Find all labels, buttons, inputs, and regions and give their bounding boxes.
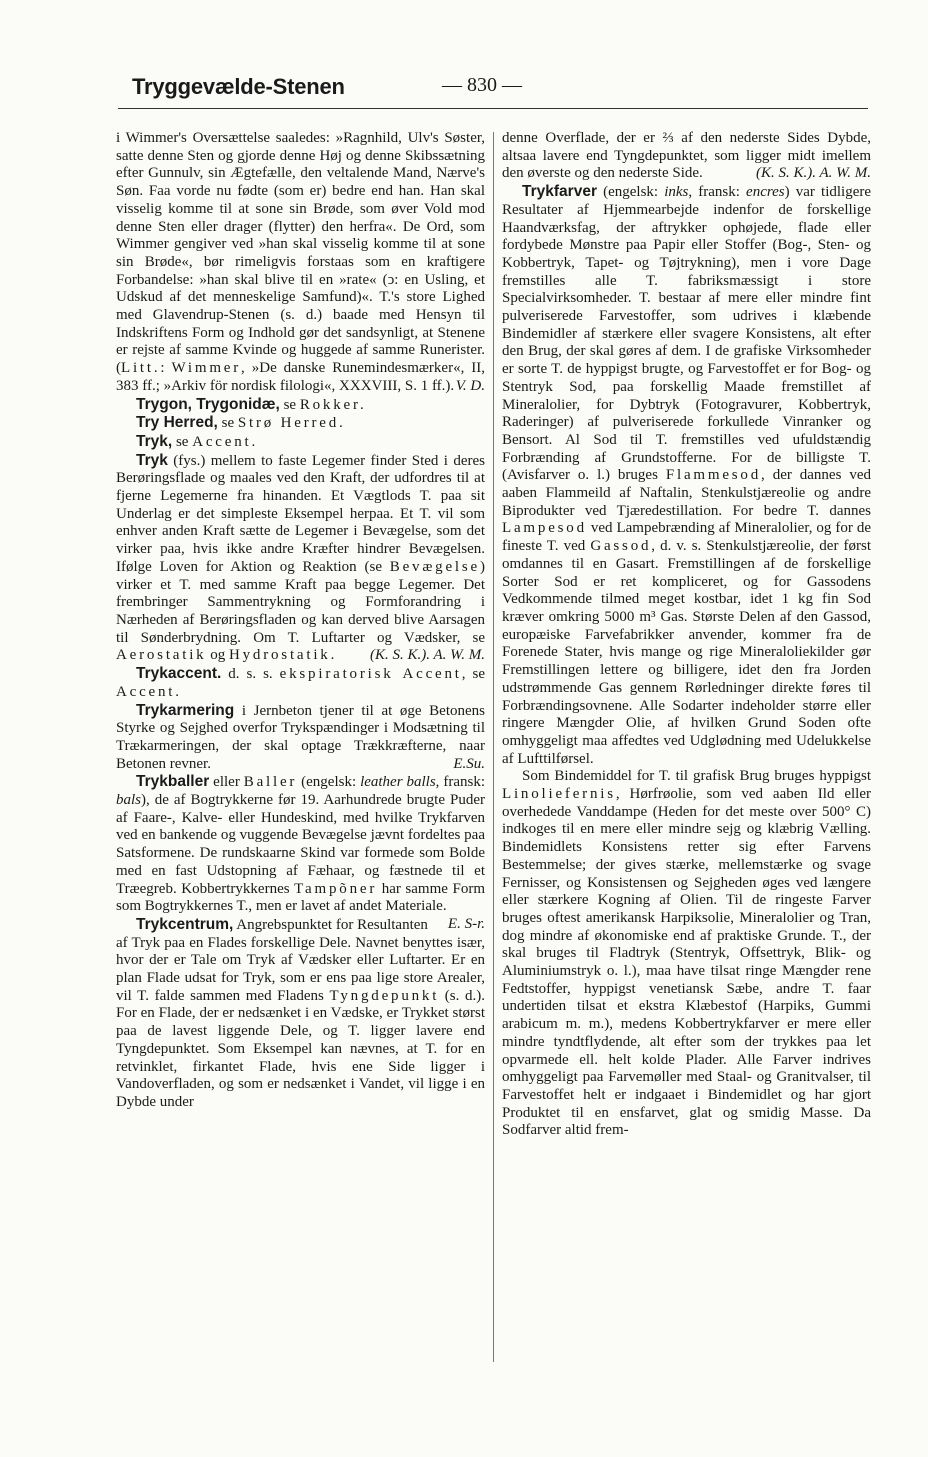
cross-reference: Rokker. (299, 396, 367, 413)
running-title: Tryggevælde-Stenen (132, 74, 345, 99)
entry-tryggevaelde-continued: i Wimmer's Oversættelse saaledes: »Ragnhild, Ulv's Søster, satte denne Sten og gjorde denne Høj og denne Skibssætning efter Gunnulv, sin Ægtefælle, den veltalende Mand, Nærve's Søn. Faa vorde nu fødte (som er) bedre end han. Han skal visselig komme til at sone sin Brøde, som øver Vold mod denne Sten eller drager (flytter) den herfra«. De Ord, som Wimmer gengiver ved »han skal visselig komme til at sone sin Brøde«, bør rimeligvis forstaas som en kraftigere Forbandelse: »han skal blive til en »rate« (ↄ: en Usling, et Udskud af det menneskelige Samfund)«. T.'s store Lighed med Glavendrup-Stenen (s. d.) baade med Hensyn til Indskriftens Form og Indhold gør det sandsynligt, at Stenene er rejste af samme Kvinde og huggede af samme Runerister. (Litt.: Wimmer, »De danske Runemindesmærker«, II, 383 ff.; »Arkiv för nordisk filologi«, XXXVIII, S. 1 ff.). V. D. (116, 130, 485, 394)
headword: Trykaccent. (136, 665, 222, 683)
signature: (K. S. K.). A. W. M. (369, 647, 485, 664)
right-column (502, 130, 871, 1140)
signature: E. S-r. (447, 915, 485, 932)
headword: Tryk, (136, 432, 173, 450)
signature: (K. S. K.). A. W. M. (755, 165, 871, 182)
entry-trykarmering: Trykarmering i Jernbeton tjener til at øge Betonens Styrke og Sejghed overfor Trykspændinger i Modsætning til Trækarmeringen, der skal optage Trækkræfterne, naar Betonen revner. E.Su. (116, 701, 485, 772)
entry-trykcentrum: Trykcentrum, Angrebspunktet for Resultanten af Tryk paa en Flades forskellige Dele. Navnet benyttes især, hvor der er Tale om Tryk af Vædsker eller Luftarter. Er en plan Flade udsat for Tryk, som er ens paa lige store Arealer, vil T. falde sammen med Fladens Tyngdepunkt (s. d.). For en Flade, der er nedsænket i en Vædske, er Trykket størst paa de lavest liggende Dele, og T. ligger lavere end Tyngdepunktet. Som Eksempel kan nævnes, at T. for en retvinklet, firkantet Flade, hvis ene Side ligger i Vandoverfladen, og som er nedsænket i Vandet, vil ligge i en Dybde under (116, 915, 485, 1110)
entry-tryk-see: Tryk, se Accent. (136, 432, 259, 450)
entry-trykfarver: Trykfarver (engelsk: inks, fransk: encres) var tidligere Resultater af Hjemmearbejde indenfor de forskellige Haandværksfag, der aftrykker ophøjede, flade eller fordybede Mønstre paa Papir eller Stoffer (Bog-, Sten- og Kobbertryk, Tapet- og Tøjtrykning), men i vore Dage fremstilles alle T. fabriksmæssigt i store Specialvirksomheder. T. bestaar af mere eller mindre fint pulveriserede Farvestoffer, som udrives i klæbende Bindemidler af stærkere eller svagere Konsistens, alt efter den Brug, der skal gøres af dem. I de grafiske Virksomheder er sorte T. de hyppigst brugte, og Farvestoffet er for Bog- og Stentryk Sod, paa forskellig Maade fremstillet af Mineralolier, for Dybtryk (Fotogravurer, Kobbertryk, Raderinger) af pulveriserede forkullede Vinranker og Bensort. Al Sod til T. fremstilles ved ufuldstændig Forbrænding af Grundstofferne. For de billigste T. (Avisfarver o. l.) bruges Flammesod, der dannes ved aaben Flammeild af Naftalin, Stenkulstjæreolie og andre Biprodukter ved Tjæredestillation. For bedre T. dannes Lampesod ved Lampebrænding af Mineralolier, og for de fineste T. ved Gassod, d. v. s. Stenkulstjæreolie, der først omdannes til en Gasart. Fremstillingen af de forskellige Sorter Sod er ret kompliceret, og for Gassodens Vedkommende tilmed meget kostbar, idet 1 kg fin Sod kræver omkring 5000 m³ Gas. Største Delen af den Gassod, europæiske Farvefabrikker anvender, kommer fra de Forenede Stater, hvis mange og rige Mineraloliekilder gør Fremstillingen lettere og billigere, idet den fra Jorden udstrømmende Gas gennem Rørledninger direkte føres til Forbrændingsovnene. Alle Sodarter indeholder større eller ringere Mængder Olie, af hvilken Grund Soden ofte omhyggeligt maa affedtes ved Udglødning med Udelukkelse af Lufttilførsel. (502, 183, 872, 767)
headword: Trykfarver (522, 183, 597, 201)
headword: Trykballer (136, 773, 210, 791)
cross-reference: Strø Herred. (237, 415, 346, 432)
entry-try-herred: Try Herred, se Strø Herred. (136, 414, 346, 432)
entry-trykaccent: Trykaccent. d. s. s. ekspiratorisk Accent, se Accent. (116, 665, 485, 700)
entry-trygon: Trygon, Trygonidæ, se Rokker. (136, 395, 367, 413)
left-column (116, 130, 485, 1112)
signature: E.Su. (453, 755, 485, 772)
entry-tryk: Tryk (fys.) mellem to faste Legemer finder Sted i deres Berøringsflade og maales ved den Kraft, der udfordres til at fjerne Legemerne fra hinanden. Et Vægtlods T. paa sit Underlag er det simpleste Eksempel herpaa. Et T. vil som enhver anden Kraft sætte de Legemer i Bevægelse, som det virker paa, hvis ikke andre Kræfter hindrer Bevægelsen. Ifølge Loven for Aktion og Reaktion (se Bevægelse) virker et T. med samme Kraft paa begge Legemer. Det frembringer Sammentrykning og Formforandring i Nærheden af Berøringsfladen og kan derved blive Aarsagen til Sønderbrydning. Om T. Luftarter og Vædsker, se Aerostatik og Hydrostatik. (K. S. K.). A. W. M. (116, 451, 485, 664)
page-number: — 830 — (442, 74, 522, 96)
headword: Trygon, Trygonidæ, (136, 395, 280, 413)
headword: Trykcentrum, (136, 915, 234, 933)
header-rule (118, 108, 868, 109)
headword: Trykarmering (136, 701, 235, 719)
column-divider (493, 132, 494, 1362)
page-header (132, 74, 868, 106)
headword: Try Herred, (136, 414, 218, 432)
entry-trykcentrum-continued: denne Overflade, der er ⅔ af den nederste Sides Dybde, altsaa lavere end Tyngdepunktet, som ligger midt imellem den øverste og den nederste Side. (K. S. K.). A. W. M. (502, 130, 871, 182)
entry-trykfarver-bindemiddel: Som Bindemiddel for T. til grafisk Brug bruges hyppigst Linoliefernis, Hørfrøolie, som ved aaben Ild eller overhedede Vanddampe (Heden for det meste over 500° C) indkoges til en mere eller mindre sejg og klæbrig Vælling. Bindemidlets Konsistens retter sig efter Farvens Bestemmelse; der gives stærke, mellemstærke og svage Fernisser, og Konsistensen og Sejgheden øges ved længere eller stærkere Kogning af Olien. Til de ringeste Farver bruges oftest amerikansk Harpiksolie, Mineralolier og Tran, dog mindre af økonomiske end af praktiske Grunde. T., der skal bruges til Fladtryk (Stentryk, Offsettryk, Blik- og Aluminiumstryk o. l.), maa have tilsat ringe Mængder rene Fedtstoffer, hyppigst venetiansk Sæbe, andre T. faar undertiden tilsat et ekstra Klæbestof (Harpiks, Gummi arabicum m. m.), medens Kobbertrykfarver er mere eller mindre tyndtflydende, alt efter som der trykkes paa let opvarmede ell. helt kolde Plader. Alle Farver indrives omhyggeligt paa Farvemøller med Staal- og Granitvalser, til Farvestoffet helt er indgaaet i Bindemidlet og har gjort Produktet til en ensfarvet, glat og smidig Masse. Da Sodfarver altid frem- (502, 768, 871, 1139)
headword: Tryk (136, 451, 168, 469)
entry-trykballer: Trykballer eller Baller (engelsk: leather balls, fransk: bals), de af Bogtrykkerne før 19. Aarhundrede brugte Puder af Faare-, Kalve- eller Hundeskind, med hvilke Trykfarven ved en bankende og vuggende Bevægelse jævnt fordeltes paa Satsformene. De rundskaarne Skind var formede som Bolde med en fast Udstopning af Fæhaar, og fæstnede til et Træegreb. Kobbertrykkernes Tampõner har samme Form som Bogtrykkernes T., men er lavet af andet Materiale. E. S-r. (116, 773, 485, 932)
signature: V. D. (455, 377, 485, 394)
cross-reference: Accent. (192, 433, 259, 450)
